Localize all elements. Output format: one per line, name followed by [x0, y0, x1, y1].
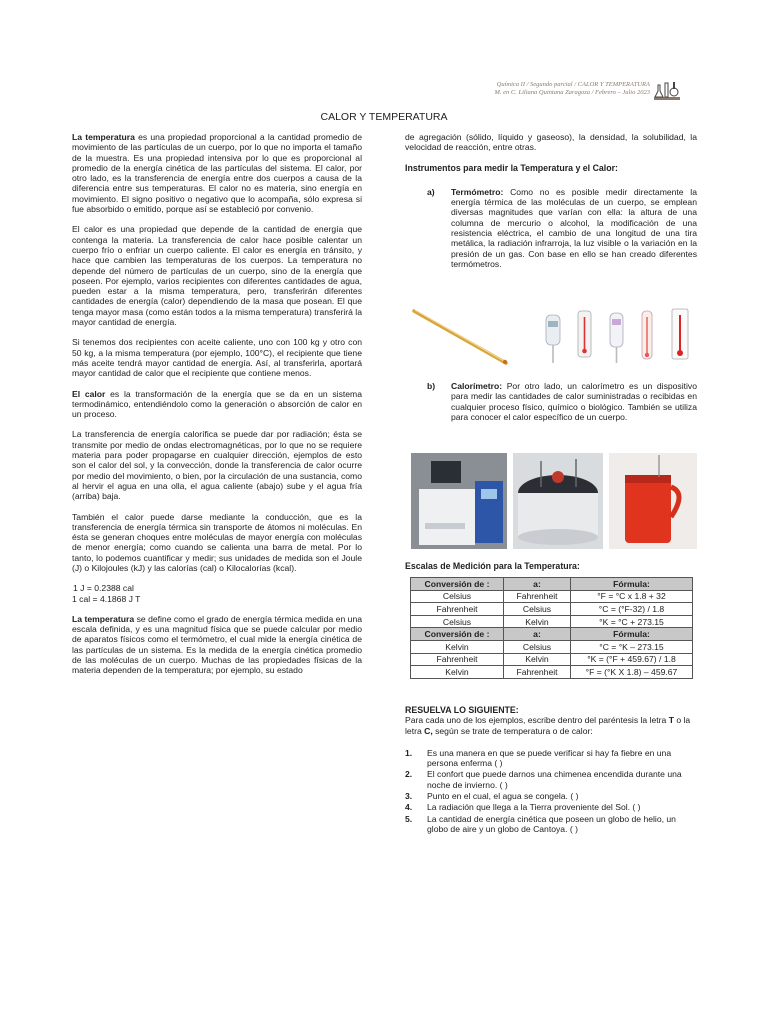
lab-logo-icon — [652, 79, 682, 103]
table-cell: °F = °C x 1.8 + 32 — [571, 590, 693, 603]
instruments-heading: Instrumentos para medir la Temperatura y el Calor: — [405, 162, 618, 173]
table-cell: Kelvin — [504, 653, 571, 666]
left-column — [72, 132, 362, 686]
wall-thermometer-2-image — [672, 309, 688, 359]
table-header: Conversión de : — [411, 578, 504, 591]
thermos-calorimeter-image — [609, 453, 697, 549]
table-cell: Fahrenheit — [504, 590, 571, 603]
paragraph-heat-definition: El calor es la transformación de la energía que se da en un sistema termodinámico, entendiéndolo como la generación o absorción de calor en un proceso. — [72, 388, 362, 420]
table-cell: Fahrenheit — [411, 603, 504, 616]
paragraph-aggregation: de agregación (sólido, líquido y gaseoso), la densidad, la solubilidad, la velocidad de reacción, entre otras. — [405, 132, 697, 153]
question-item: 4. La radiación que llega a la Tierra proveniente del Sol. ( ) — [405, 802, 641, 813]
table-header: a: — [504, 578, 571, 591]
paragraph-temperature-definition: La temperatura se define como el grado de energía térmica medida en una escala definida, y es una magnitud física que se puede calcular por medio de aparatos físicos como el termómetro, el cual mide la energía cinética de las partículas de un sistema. Es la medida de la energía cinética promedio de las moléculas de un cuerpo. Muchas de las propiedades físicas de la materia dependen de la temperatura; por ejemplo, su estado — [72, 613, 362, 676]
table-cell: Celsius — [411, 590, 504, 603]
thermometer-images — [410, 305, 696, 365]
table-header: Fórmula: — [571, 578, 693, 591]
lab-calorimeter-image — [411, 453, 507, 549]
question-item: 2. El confort que puede darnos una chimenea encendida durante una noche de invierno. ( ) — [405, 769, 682, 790]
paragraph-temperature-intro: La temperatura es una propiedad proporcional a la cantidad promedio de movimiento de las partículas de un cuerpo, por lo que no importa el tamaño de la muestra. Es una propiedad intensiva por lo que es proporcional al promedio de la energía cinética de las partículas del sistema. El calor, por otro lado, es la transferencia de energía entre dos cuerpos a causa de la diferencia entre sus temperaturas. El calor no es materia, sino energía en movimiento. El signo positivo o negativo que lo acompaña, sólo expresa si fue absorbido o emitido, porque así se estableció por convenio. — [72, 132, 362, 215]
table-cell: Kelvin — [411, 666, 504, 679]
question-item: 5. La cantidad de energía cinética que poseen un globo de helio, un globo de aire y un globo de Cantoya. ( ) — [405, 813, 676, 834]
equation-joule: 1 J = 0.2388 cal — [73, 583, 134, 594]
scales-section — [405, 561, 697, 571]
conversion-table — [410, 577, 693, 679]
thermometer-text: Termómetro: Como no es posible medir directamente la energía térmica de las moléculas de un cuerpo, se emplean diversas magnitudes que varían con ella: la altura de una columna de mercurio o alcohol, la modificación de una resistencia eléctrica, el cambio de una longitud de una tira metálica, la radiación infrarroja, la luz visible o la variación en la presión de un gas. Con base en ello se han creado diferentes termómetros. — [451, 186, 697, 269]
exercise-heading: RESUELVA LO SIGUIENTE: — [405, 705, 519, 715]
table-cell: °K = (°F + 459.67) / 1.8 — [571, 653, 693, 666]
table-header: Conversión de : — [411, 628, 504, 641]
question-item: 1. Es una manera en que se puede verificar si hay fa fiebre en una persona enferma ( ) — [405, 747, 672, 769]
wall-thermometer-1-image — [578, 311, 591, 357]
equation-calorie: 1 cal = 4.1868 J T — [72, 593, 141, 604]
table-header: a: — [504, 628, 571, 641]
calorimeter-label: b) — [427, 381, 436, 391]
table-cell: Celsius — [504, 640, 571, 653]
calorimeter-images — [411, 453, 697, 549]
table-row — [411, 615, 693, 628]
paragraph-oil-example: Si tenemos dos recipientes con aceite caliente, uno con 100 kg y otro con 50 kg, a la misma temperatura (por ejemplo, 100°C), el recipiente que tiene más aceite tendrá mayor cantidad de energía. Así, al transferirla, aportará mayor cantidad de calor que el recipiente que contiene menos. — [72, 337, 362, 379]
table-cell: Celsius — [504, 603, 571, 616]
paragraph-conduction: También el calor puede darse mediante la conducción, que es la transferencia de energía térmica sin transporte de átomos ni moléculas. En ésta se generan choques entre moléculas de mayor energía con moléculas de menor energía; como cuando se calienta una barra de metal. Por lo tanto, lo podemos cuantificar y medir; sus unidades de medida son el Joule (J) o Kilojoules (kJ) y las calorías (cal) o Kilocalorías (kcal). — [72, 511, 362, 573]
digital-thermometer-2-image — [610, 313, 623, 363]
header-line-2: M. en C. Liliana Quintana Zaragoza / Febrero – Julio 2023 — [494, 89, 650, 96]
table-header-row — [411, 628, 693, 641]
table-row — [411, 590, 693, 603]
scales-heading: Escalas de Medición para la Temperatura: — [405, 561, 580, 571]
exercise-intro: Para cada uno de los ejemplos, escribe dentro del paréntesis la letra T o la letra C, según se trate de temperatura o de calor: — [405, 715, 691, 736]
table-cell: Kelvin — [411, 640, 504, 653]
table-row — [411, 603, 693, 616]
thermometer-label: a) — [427, 186, 435, 197]
table-row — [411, 653, 693, 666]
question-item: 3. Punto en el cual, el agua se congela. ( ) — [405, 791, 579, 802]
calorimeter-item — [405, 381, 697, 422]
calorimeter-text: Calorímetro: Por otro lado, un calorímetro es un dispositivo para medir las cantidades de calor suministradas o recibidas en cualquier proceso físico, químico o biológico. También se utiliza para conocer el calor específico de un cuerpo. — [451, 381, 697, 422]
header-line-1: Química II / Segundo parcial / CALOR Y TEMPERATURA — [496, 81, 650, 88]
table-cell: °C = °K – 273.15 — [571, 640, 693, 653]
thermometer-item — [405, 187, 697, 269]
paragraph-heat-property: El calor es una propiedad que depende de la cantidad de energía que contenga la materia. La transferencia de calor hace posible calentar un cuerpo frío o enfriar un cuerpo caliente. El calor es energía en tránsito, y hace que cambien las temperaturas de los cuerpos. La temperatura no depende del número de partículas de un cuerpo, sino de la energía que poseen. Por ejemplo, varios recipientes con diferentes cantidades de agua, pueden estar a la misma temperatura, pero, transferirán diferentes cantidades de energía (calor) dependiendo de la masa que posean. El que tenga mayor masa (como están todos a la misma temperatura) transferirá la mayor cantidad de energía. — [72, 224, 362, 328]
page-header — [494, 81, 650, 97]
table-cell: °K = °C + 273.15 — [571, 615, 693, 628]
table-header-row — [411, 578, 693, 591]
glass-thermometer-2-image — [642, 311, 652, 359]
page-title: CALOR Y TEMPERATURA — [320, 111, 448, 123]
table-cell: Celsius — [411, 615, 504, 628]
right-column-top — [405, 132, 697, 269]
exercise-section — [405, 705, 697, 835]
digital-thermometer-image — [546, 315, 560, 363]
right-column-calorimeter — [405, 381, 697, 422]
table-cell: °F = (°K X 1.8) – 459.67 — [571, 666, 693, 679]
table-cell: Kelvin — [504, 615, 571, 628]
bomb-calorimeter-image — [513, 453, 603, 549]
table-cell: Fahrenheit — [504, 666, 571, 679]
table-header: Fórmula: — [571, 628, 693, 641]
table-cell: °C = (°F-32) / 1.8 — [571, 603, 693, 616]
table-cell: Fahrenheit — [411, 653, 504, 666]
table-row — [411, 666, 693, 679]
table-row — [411, 640, 693, 653]
paragraph-radiation: La transferencia de energía calorífica se puede dar por radiación; ésta se transmite por medio de ondas electromagnéticas, por lo que no se requiere materia para poder propagarse en cualquier dirección, ejemplos de esto son el calor del sol, y la convección, donde la transferencia de calor ocurre por medio del movimiento, o bien, por la circulación de una sustancia, como al hervir el agua en una olla, el agua caliente (abajo) sube y el agua fría (arriba) baja. — [72, 429, 362, 502]
glass-thermometer-image — [414, 310, 507, 364]
